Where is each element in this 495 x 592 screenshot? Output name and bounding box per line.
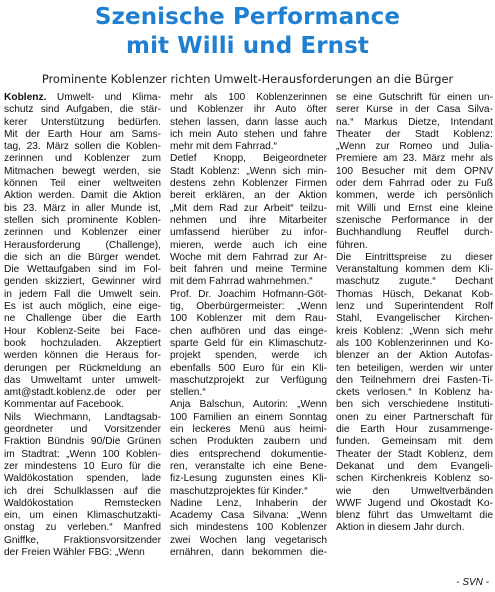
text-line: schen Produkten zaubern und <box>170 436 327 448</box>
text-line: Dekanat und dem Evangeli- <box>336 460 493 472</box>
text-line: WWF Jugend und Ökostadt Ko- <box>336 497 493 509</box>
text-line: fiz-Lesung zugunsten eines Kli- <box>170 473 327 485</box>
text-line: stehen lassen, dann lasse auch <box>170 116 327 128</box>
text-line: mehr als 100 Koblenzerinnen <box>170 92 327 103</box>
text-line-rest: Umwelt- und Klima- <box>46 92 161 103</box>
text-line: Nils Wiechmann, Landtagsab- <box>4 411 161 423</box>
text-line <box>4 92 161 104</box>
text-line: 100 Koblenzer mit dem Rau- <box>170 313 327 325</box>
text-line: den Teilnehmern drei Fasten-Ti- <box>336 374 493 386</box>
text-line: die Earth Hour zusammenge- <box>336 424 493 436</box>
text-line: zwei Wochen lang vegetarisch <box>170 534 327 546</box>
text-column-2 <box>170 92 327 559</box>
text-line: onstag zu verleben.“ Manfred <box>4 522 161 534</box>
text-line: Veranstaltung kommen dem Kli- <box>336 264 493 276</box>
text-column-3 <box>336 92 493 535</box>
text-line: projekt spenden, werde ich <box>170 350 327 362</box>
text-line: Herausforderung (Challenge), <box>4 239 161 251</box>
text-line: wie den Umweltverbänden <box>336 485 493 497</box>
text-line: nehmen und ihre Mitarbeiter <box>170 214 327 226</box>
text-line: umfassend hierüber zu infor- <box>170 227 327 239</box>
text-line: lenz und Superintendent Rolf <box>336 301 493 313</box>
text-line: führen. <box>336 239 368 251</box>
text-line: schen Kirchenkreis Koblenz so- <box>336 473 493 485</box>
article-headline <box>0 3 495 61</box>
text-line: szenische Performance in der <box>336 214 493 226</box>
text-line: serer Kurse in der Casa Silva- <box>336 104 493 116</box>
text-line: Waldökostation spenden, lade <box>4 473 161 485</box>
text-line: Aktion in diesem Jahr durch. <box>336 522 465 534</box>
text-line: onen zu einer Partnerschaft für <box>336 411 493 423</box>
text-line: mit dem Fahrrad wahrnehmen.“ <box>170 276 313 288</box>
text-line: schutz sind Aufgaben, die stär- <box>4 104 161 116</box>
text-line: mit Willi und Ernst eine kleine <box>336 202 493 214</box>
text-line: ernähren, dann bekommen die- <box>170 546 327 558</box>
text-line: book hochzuladen. Akzeptiert <box>4 337 161 349</box>
text-line: tag, 23. März sollen die Koblen- <box>4 141 161 153</box>
text-line: Academy Casa Silvana: „Wenn <box>170 510 327 522</box>
text-line: Detlef Knopp, Beigeordneter <box>170 153 327 165</box>
text-line: stellen sich prominente Koblen- <box>4 214 161 226</box>
text-line: ten beteiligen, werden wir unter <box>336 362 493 374</box>
text-line: ein leckeres Menü aus heimi- <box>170 424 327 436</box>
text-line: im Stadtrat: „Wenn 100 Koblen- <box>4 448 161 460</box>
text-line: geordneter und Vorsitzender <box>4 424 161 436</box>
text-line: maschutz zugute.“ Dechant <box>336 276 493 288</box>
text-line: Mitmachen bewegt werden, sie <box>4 165 161 177</box>
text-line: Nadine Lenz, Inhaberin der <box>170 497 327 509</box>
text-line: ben sich verschiedene Instituti- <box>336 399 493 411</box>
text-line: na.“ Markus Dietze, Intendant <box>336 116 493 128</box>
text-line: ein, um einen Klimaschutzakti- <box>4 510 161 522</box>
text-line: blenz führt das Umweltamt die <box>336 510 493 522</box>
text-line: ich mein Auto stehen und fahre <box>170 128 327 140</box>
text-line: „Wenn zur Romeo und Julia- <box>336 141 493 153</box>
text-line: ebenfalls 500 Euro für ein Kli- <box>170 362 327 374</box>
text-line: Thomas Hüsch, Dekanat Kob- <box>336 288 493 300</box>
text-line: maschutzprojektes für Kinder.“ <box>170 485 308 497</box>
headline-line-1: Szenische Performance <box>94 4 401 30</box>
text-line: kerer Unterstützung bedürfen. <box>4 116 161 128</box>
text-line: zerinnen und Koblenzer zum <box>4 153 161 165</box>
text-line: Prof. Dr. Joachim Hofmann-Göt- <box>170 288 327 300</box>
text-column-1 <box>4 92 161 559</box>
text-line: 100 Besucher mit dem ÖPNV <box>336 165 493 177</box>
text-line: Premiere am 23. März mehr als <box>336 153 493 165</box>
text-line: werden können die Heraus for- <box>4 350 161 362</box>
text-line: können Teil einer weltweiten <box>4 178 161 190</box>
text-line: Waldökostation Remstecken <box>4 497 161 509</box>
text-line: ne Challenge über die Earth <box>4 313 161 325</box>
text-line: beit fahren und meine Termine <box>170 264 327 276</box>
text-line: Stadt Koblenz: „Wenn sich min- <box>170 165 327 177</box>
text-line: Gniffke, Fraktionsvorsitzender <box>4 534 161 546</box>
text-line: mieren, werde auch ich eine <box>170 239 327 251</box>
text-line: Mit der Earth Hour am Sams- <box>4 128 161 140</box>
text-line: mehr mit dem Fahrrad.“ <box>170 141 277 153</box>
text-line: funden. Gemeinsam mit dem <box>336 436 493 448</box>
text-line: als 100 Koblenzerinnen und Ko- <box>336 337 493 349</box>
author-signature: - SVN - <box>456 577 489 588</box>
text-line: Anja Balschun, Autorin: „Wenn <box>170 399 327 411</box>
text-line: Stahl, Evangelischer Kirchen- <box>336 313 493 325</box>
text-line: Fraktion Bündnis 90/Die Grünen <box>4 436 161 448</box>
text-line: Kommentar auf Facebook. <box>4 399 125 411</box>
text-line: maschutzprojekt zur Verfügung <box>170 374 327 386</box>
text-line: tig, Oberbürgermeister: „Wenn <box>170 301 327 313</box>
text-line: Theater der Stadt Koblenz: <box>336 128 493 140</box>
article-subheadline: Prominente Koblenzer richten Umwelt-Herausforderungen an die Bürger <box>41 72 454 86</box>
text-line: sich mindestens 100 Koblenzer <box>170 522 327 534</box>
text-line: ren, veranstalte ich eine Bene- <box>170 460 327 472</box>
headline-line-2: mit Willi und Ernst <box>126 33 369 59</box>
text-line: blenzer an der Aktion Autofas- <box>336 350 493 362</box>
text-line: oder dem Fahrrad oder zu Fuß <box>336 178 493 190</box>
text-line: Es ist auch möglich, eine eige- <box>4 301 161 313</box>
text-line: ckets verlosen.“ In Koblenz ha- <box>336 387 493 399</box>
text-line: zerinnen und Koblenzer einer <box>4 227 161 239</box>
text-line: derungen per Rückmeldung an <box>4 362 161 374</box>
text-line: „Mit dem Rad zur Arbeit“ teilzu- <box>170 202 327 214</box>
text-line: kreis Koblenz: „Wenn sich mehr <box>336 325 493 337</box>
text-line: das Umweltamt unter umwelt- <box>4 374 161 386</box>
text-line: Aktion werden. Damit die Aktion <box>4 190 161 202</box>
text-line: in jedem Fall die Umwelt sein. <box>4 288 161 300</box>
text-line: kommen, werde ich persönlich <box>336 190 493 202</box>
dateline: Koblenz. <box>4 92 47 103</box>
text-line: Die Wettaufgaben sind im Fol- <box>4 264 161 276</box>
text-line: Woche mit dem Fahrrad zur Ar- <box>170 251 327 263</box>
text-line: bis 23. März in aller Munde ist, <box>4 202 161 214</box>
text-line: Hour Koblenz-Seite bei Face- <box>4 325 161 337</box>
text-line: genden skizziert, Gewinner wird <box>4 276 161 288</box>
text-line: und Koblenzer ihr Auto öfter <box>170 104 327 116</box>
text-line: dies entsprechend dokumentie- <box>170 448 327 460</box>
text-line: se eine Gutschrift für einen un- <box>336 92 493 103</box>
text-line: amt@stadt.koblenz.de oder per <box>4 387 161 399</box>
text-line: der Freien Wähler FBG: „Wenn <box>4 546 145 558</box>
text-line: Theater der Stadt Koblenz, dem <box>336 448 493 460</box>
text-line: destens zehn Koblenzer Firmen <box>170 178 327 190</box>
text-line: die sich an die Bürger wendet. <box>4 251 161 263</box>
text-line: sparte Geld für ein Klimaschutz- <box>170 337 327 349</box>
text-line: Die Eintrittspreise zu dieser <box>336 251 493 263</box>
text-line: stellen.“ <box>170 387 206 399</box>
text-line: chen aufhören und das einge- <box>170 325 327 337</box>
text-line: zer mindestens 10 Euro für die <box>4 460 161 472</box>
text-line: ich drei Schulklassen auf die <box>4 485 161 497</box>
text-line: 100 Familien an einem Sonntag <box>170 411 327 423</box>
text-line: bereit erklären, an der Aktion <box>170 190 327 202</box>
text-line: Buchhandlung Reuffel durch- <box>336 227 493 239</box>
